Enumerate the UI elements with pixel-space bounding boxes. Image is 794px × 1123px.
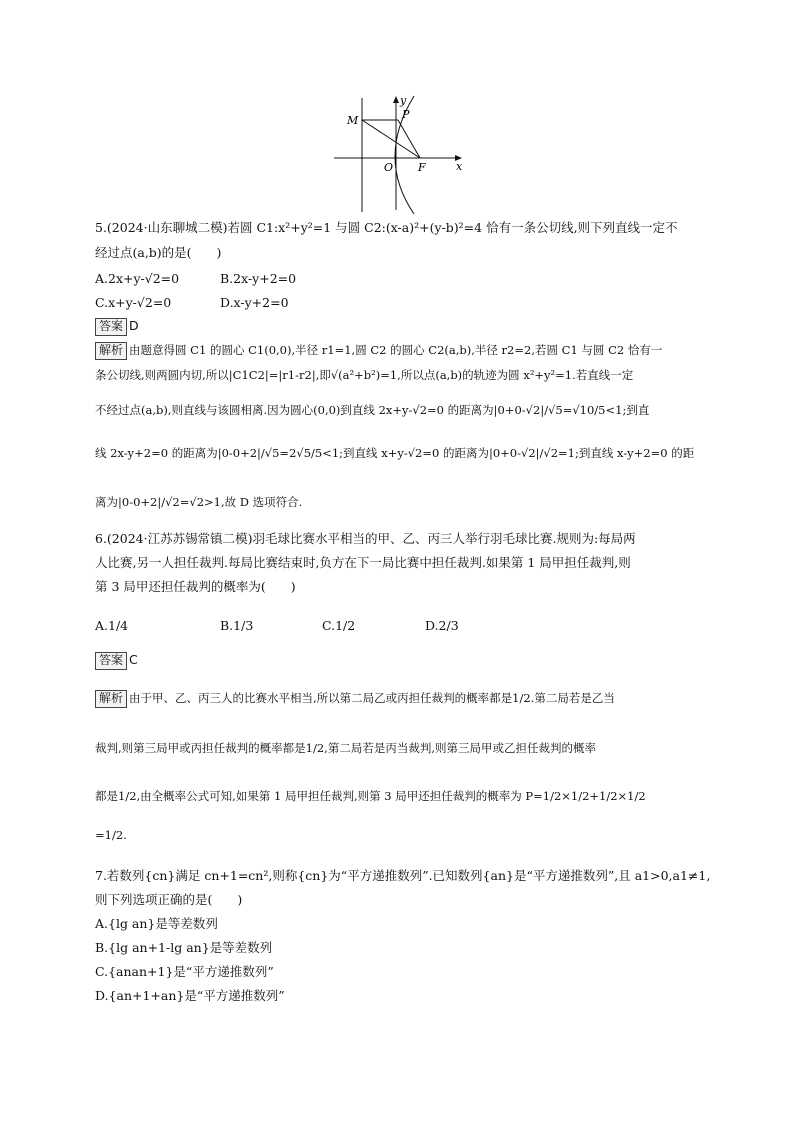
q5-stem-line2: 经过点(a,b)的是( ) (95, 245, 222, 260)
y-axis-arrow (393, 96, 399, 103)
segment-mf (362, 120, 420, 158)
answer-tag: 答案 (95, 652, 127, 670)
q5-analysis-line3: 不经过点(a,b),则直线与该圆相离.因为圆心(0,0)到直线 2x+y-√2=0 的距离为|0+0-√2|/√5=√10/5<1;到直 (95, 403, 650, 417)
q5-answer: D (129, 318, 139, 333)
q6-answer: C (129, 652, 138, 667)
q5-option-c: C.x+y-√2=0 (95, 295, 172, 310)
label-x: x (456, 160, 463, 173)
answer-tag: 答案 (95, 318, 127, 336)
label-p: P (402, 108, 410, 121)
q6-analysis-line2: 裁判,则第三局甲或丙担任裁判的概率都是1/2,第二局若是丙当裁判,则第三局甲或乙担任裁判的概率 (95, 741, 596, 755)
q6-analysis-line3: 都是1/2,由全概率公式可知,如果第 1 局甲担任裁判,则第 3 局甲还担任裁判的概率为 P=1/2×1/2+1/2×1/2 (95, 789, 646, 803)
q6-stem-line2: 人比赛,另一人担任裁判.每局比赛结束时,负方在下一局比赛中担任裁判.如果第 1 局甲担任裁判,则 (95, 555, 631, 570)
q5-option-a: A.2x+y-√2=0 (95, 271, 180, 286)
q7-option-a: A.{lg an}是等差数列 (95, 916, 218, 931)
label-m: M (347, 114, 359, 127)
analysis-tag: 解析 (95, 690, 127, 708)
q5-answer-row (95, 318, 139, 336)
q5-analysis-line5: 离为|0-0+2|/√2=√2>1,故 D 选项符合. (95, 495, 303, 509)
q6-analysis-text1: 由于甲、乙、丙三人的比赛水平相当,所以第二局乙或丙担任裁判的概率都是1/2.第二局若是乙当 (129, 691, 615, 705)
q5-analysis-line4: 线 2x-y+2=0 的距离为|0-0+2|/√5=2√5/5<1;到直线 x+y-√2=0 的距离为|0+0-√2|/√2=1;到直线 x-y+2=0 的距 (95, 446, 695, 460)
q6-stem-line3: 第 3 局甲还担任裁判的概率为( ) (95, 579, 296, 594)
label-y: y (400, 94, 407, 107)
q7-stem-line1: 7.若数列{cn}满足 cn+1=cn²,则称{cn}为“平方递推数列”.已知数列{an}是“平方递推数列”,且 a1>0,a1≠1, (95, 868, 711, 883)
q6-stem-line1: 6.(2024·江苏苏锡常镇二模)羽毛球比赛水平相当的甲、乙、丙三人举行羽毛球比赛.规则为:每局两 (95, 531, 636, 546)
q5-option-b: B.2x-y+2=0 (220, 271, 297, 286)
q5-option-d: D.x-y+2=0 (220, 295, 289, 310)
q6-analysis-line1 (95, 690, 615, 708)
q5-stem-line1: 5.(2024·山东聊城二模)若圆 C1:x²+y²=1 与圆 C2:(x-a)²+(y-b)²=4 恰有一条公切线,则下列直线一定不 (95, 220, 678, 235)
parabola-figure (330, 92, 470, 214)
q6-option-a: A.1/4 (95, 618, 129, 633)
q7-option-d: D.{an+1+an}是“平方递推数列” (95, 988, 285, 1003)
q6-option-b: B.1/3 (220, 618, 254, 633)
q5-analysis-line1 (95, 342, 662, 360)
q5-analysis-text1: 由题意得圆 C1 的圆心 C1(0,0),半径 r1=1,圆 C2 的圆心 C2(a,b),半径 r2=2,若圆 C1 与圆 C2 恰有一 (129, 343, 663, 357)
q6-option-c: C.1/2 (322, 618, 356, 633)
q6-answer-row (95, 652, 138, 670)
q5-analysis-line2: 条公切线,则两圆内切,所以|C1C2|=|r1-r2|,即√(a²+b²)=1,所以点(a,b)的轨迹为圆 x²+y²=1.若直线一定 (95, 368, 634, 382)
q7-option-b: B.{lg an+1-lg an}是等差数列 (95, 940, 273, 955)
label-f: F (418, 161, 426, 174)
segment-pf (398, 120, 420, 158)
analysis-tag: 解析 (95, 342, 127, 360)
q7-stem-line2: 则下列选项正确的是( ) (95, 892, 243, 907)
q6-analysis-line4: =1/2. (95, 828, 127, 842)
label-o: O (384, 161, 394, 174)
q6-option-d: D.2/3 (425, 618, 459, 633)
q7-option-c: C.{anan+1}是“平方递推数列” (95, 964, 274, 979)
